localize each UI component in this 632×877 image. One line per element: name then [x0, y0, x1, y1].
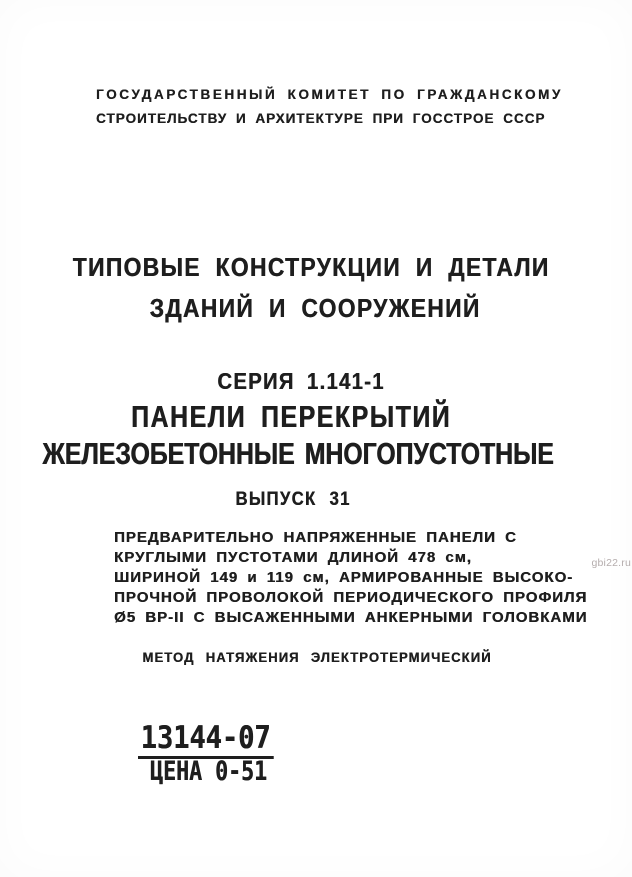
series-label: СЕРИЯ 1.141-1: [217, 368, 385, 394]
stamp-catalog-number: 13144-07: [138, 723, 274, 759]
main-title-line1: ПАНЕЛИ ПЕРЕКРЫТИЙ: [130, 399, 452, 434]
doc-type-line2: ЗДАНИЙ И СООРУЖЕНИЙ: [149, 293, 481, 323]
description-line: КРУГЛЫМИ ПУСТОТАМИ ДЛИНОЙ 478 см,: [114, 549, 472, 566]
issue-label: ВЫПУСК 31: [235, 489, 351, 510]
org-header-line2: СТРОИТЕЛЬСТВУ И АРХИТЕКТУРЕ ПРИ ГОССТРОЕ СССР: [96, 111, 546, 126]
org-header-line1: ГОСУДАРСТВЕННЫЙ КОМИТЕТ ПО ГРАЖДАНСКОМУ: [96, 87, 563, 102]
site-watermark: gbi22.ru: [591, 557, 631, 569]
stamp-price: ЦЕНА 0-51: [150, 756, 268, 787]
description-line: ПРЕДВАРИТЕЛЬНО НАПРЯЖЕННЫЕ ПАНЕЛИ С: [114, 529, 517, 546]
description-paragraph: [114, 528, 588, 628]
description-line: ШИРИНОЙ 149 и 119 см, АРМИРОВАННЫЕ ВЫСОКО-: [114, 569, 574, 586]
main-title-line2: ЖЕЛЕЗОБЕТОННЫЕ МНОГОПУСТОТНЫЕ: [42, 436, 554, 471]
description-line: ПРОЧНОЙ ПРОВОЛОКОЙ ПЕРИОДИЧЕСКОГО ПРОФИЛЯ: [114, 589, 588, 606]
doc-type-line1: ТИПОВЫЕ КОНСТРУКЦИИ И ДЕТАЛИ: [72, 252, 550, 282]
tension-method-line: МЕТОД НАТЯЖЕНИЯ ЭЛЕКТРОТЕРМИЧЕСКИЙ: [142, 649, 492, 665]
description-line: Ø5 ВР-II С ВЫСАЖЕННЫМИ АНКЕРНЫМИ ГОЛОВКАМИ: [114, 609, 588, 626]
